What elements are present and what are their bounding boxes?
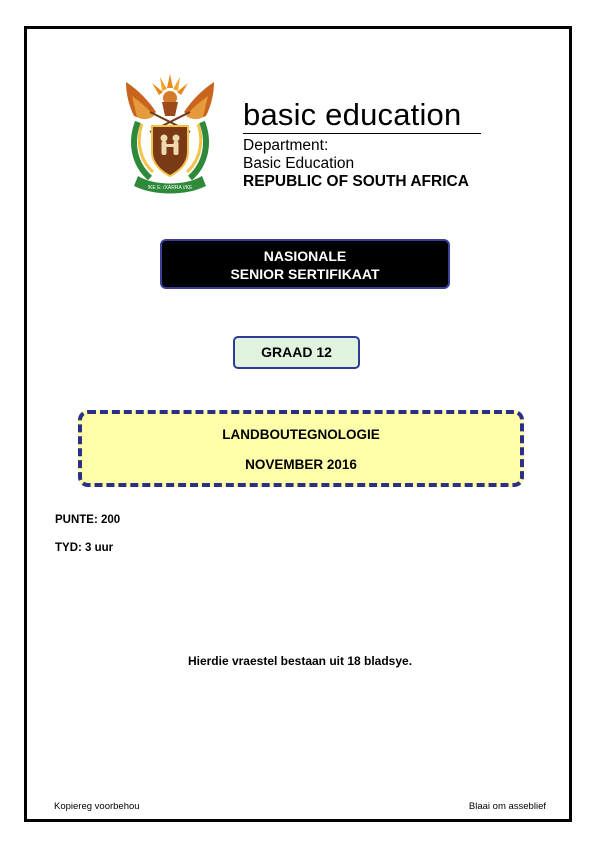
exam-session: NOVEMBER 2016 bbox=[245, 457, 357, 472]
coat-of-arms-icon bbox=[120, 72, 220, 198]
department-label: Department: bbox=[243, 137, 329, 154]
department-branding bbox=[243, 98, 488, 191]
grade-badge: GRAAD 12 bbox=[233, 336, 360, 369]
certificate-banner bbox=[160, 239, 450, 289]
certificate-line-1: NASIONALE bbox=[263, 248, 347, 264]
brand-divider bbox=[243, 133, 481, 134]
subject-name: LANDBOUTEGNOLOGIE bbox=[222, 427, 380, 442]
brand-title: basic education bbox=[243, 97, 462, 132]
subject-panel bbox=[78, 410, 524, 487]
country-name: REPUBLIC OF SOUTH AFRICA bbox=[243, 173, 469, 190]
footer-turn-page: Blaai om asseblief bbox=[468, 801, 546, 812]
page-count-note: Hierdie vraestel bestaan uit 18 bladsye. bbox=[187, 654, 413, 668]
total-marks: PUNTE: 200 bbox=[55, 514, 121, 526]
motto-text: !KE E: /XARRA //KE bbox=[147, 185, 193, 191]
certificate-line-2: SENIOR SERTIFIKAAT bbox=[230, 266, 380, 282]
exam-duration: TYD: 3 uur bbox=[55, 542, 114, 554]
department-name: Basic Education bbox=[243, 155, 355, 172]
footer-copyright: Kopiereg voorbehou bbox=[54, 801, 140, 812]
